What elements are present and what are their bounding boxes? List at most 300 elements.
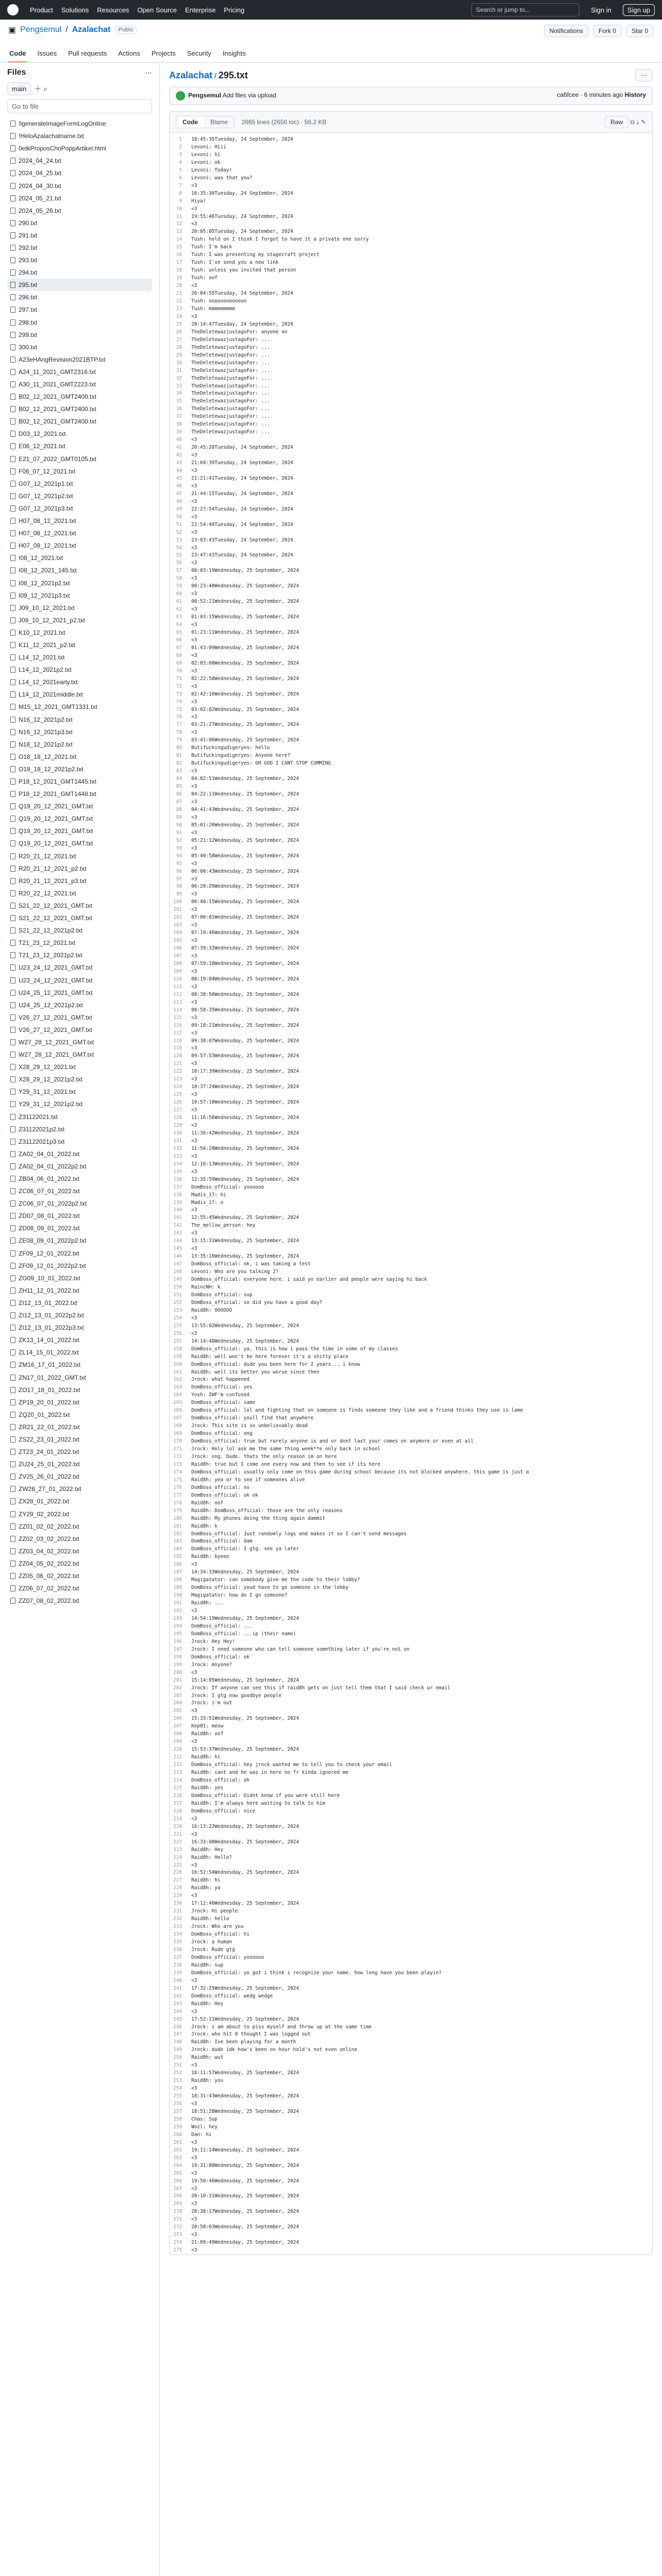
- line-number[interactable]: 217: [173, 1800, 182, 1806]
- line-number[interactable]: 152: [173, 1299, 182, 1306]
- line-number[interactable]: 70: [176, 668, 182, 674]
- line-number[interactable]: 218: [173, 1808, 182, 1814]
- line-number[interactable]: 174: [173, 1469, 182, 1475]
- file-item[interactable]: [7, 217, 152, 229]
- file-item[interactable]: [7, 1148, 152, 1160]
- file-item[interactable]: [7, 862, 152, 875]
- line-number[interactable]: 135: [173, 1168, 182, 1175]
- line-number[interactable]: 55: [176, 552, 182, 558]
- copy-icon[interactable]: ⧉: [630, 118, 635, 126]
- line-number[interactable]: 176: [173, 1484, 182, 1490]
- line-number[interactable]: 47: [176, 490, 182, 497]
- line-number[interactable]: 96: [176, 868, 182, 874]
- line-number[interactable]: 54: [176, 545, 182, 551]
- tab-actions[interactable]: Actions: [118, 49, 140, 57]
- line-number[interactable]: 27: [176, 336, 182, 343]
- blame-tab[interactable]: Blame: [204, 116, 234, 128]
- line-number[interactable]: 207: [173, 1723, 182, 1730]
- line-number[interactable]: 241: [173, 1985, 182, 1991]
- line-number[interactable]: 194: [173, 1623, 182, 1629]
- line-number[interactable]: 151: [173, 1292, 182, 1298]
- line-number[interactable]: 147: [173, 1261, 182, 1267]
- file-item[interactable]: [7, 316, 152, 329]
- line-number[interactable]: 19: [176, 275, 182, 281]
- line-number[interactable]: 179: [173, 1507, 182, 1514]
- line-number[interactable]: 191: [173, 1600, 182, 1606]
- author-avatar[interactable]: [176, 91, 185, 100]
- line-number[interactable]: 90: [176, 822, 182, 828]
- line-number[interactable]: 21: [176, 291, 182, 297]
- line-number[interactable]: 137: [173, 1184, 182, 1190]
- line-number[interactable]: 52: [176, 529, 182, 535]
- line-number[interactable]: 99: [176, 891, 182, 897]
- file-item[interactable]: [7, 763, 152, 775]
- file-item[interactable]: [7, 688, 152, 701]
- line-number[interactable]: 182: [173, 1531, 182, 1537]
- line-number[interactable]: 78: [176, 730, 182, 736]
- line-number[interactable]: 150: [173, 1284, 182, 1291]
- line-number[interactable]: 58: [176, 575, 182, 582]
- line-number[interactable]: 59: [176, 583, 182, 589]
- line-number[interactable]: 215: [173, 1785, 182, 1791]
- line-number[interactable]: 255: [173, 2093, 182, 2099]
- file-item[interactable]: [7, 242, 152, 254]
- file-item[interactable]: [7, 1247, 152, 1260]
- line-number[interactable]: 221: [173, 1831, 182, 1837]
- file-item[interactable]: [7, 130, 152, 142]
- line-number[interactable]: 274: [173, 2240, 182, 2246]
- line-number[interactable]: 53: [176, 537, 182, 543]
- line-number[interactable]: 259: [173, 2124, 182, 2130]
- line-number[interactable]: 111: [173, 984, 182, 990]
- line-number[interactable]: 14: [176, 236, 182, 243]
- line-number[interactable]: 200: [173, 1669, 182, 1675]
- file-item[interactable]: [7, 614, 152, 626]
- line-number[interactable]: 216: [173, 1792, 182, 1799]
- file-item[interactable]: [7, 117, 152, 130]
- line-number[interactable]: 109: [173, 968, 182, 974]
- nav-4[interactable]: Enterprise: [185, 6, 216, 14]
- file-item[interactable]: [7, 812, 152, 825]
- line-number[interactable]: 153: [173, 1307, 182, 1313]
- file-item[interactable]: [7, 1234, 152, 1247]
- line-number[interactable]: 187: [173, 1569, 182, 1575]
- line-number[interactable]: 204: [173, 1700, 182, 1706]
- line-number[interactable]: 25: [176, 321, 182, 327]
- line-number[interactable]: 242: [173, 1993, 182, 1999]
- file-item[interactable]: [7, 478, 152, 490]
- line-number[interactable]: 79: [176, 737, 182, 743]
- line-number[interactable]: 24: [176, 313, 182, 319]
- line-number[interactable]: 157: [173, 1338, 182, 1344]
- line-number[interactable]: 231: [173, 1908, 182, 1914]
- line-number[interactable]: 264: [173, 2162, 182, 2168]
- file-item[interactable]: [7, 1086, 152, 1098]
- line-number[interactable]: 149: [173, 1277, 182, 1283]
- line-number[interactable]: 73: [176, 691, 182, 697]
- line-number[interactable]: 120: [173, 1053, 182, 1059]
- line-number[interactable]: 3: [179, 151, 182, 158]
- file-item[interactable]: [7, 1334, 152, 1346]
- notifications-button[interactable]: Notifications: [544, 25, 589, 37]
- line-number[interactable]: 164: [173, 1392, 182, 1398]
- line-number[interactable]: 63: [176, 614, 182, 620]
- line-number[interactable]: 246: [173, 2024, 182, 2030]
- line-number[interactable]: 134: [173, 1161, 182, 1167]
- line-number[interactable]: 51: [176, 521, 182, 528]
- file-item[interactable]: [7, 577, 152, 589]
- line-number[interactable]: 145: [173, 1246, 182, 1252]
- line-number[interactable]: 110: [173, 976, 182, 982]
- line-number[interactable]: 44: [176, 467, 182, 473]
- line-number[interactable]: 5: [179, 167, 182, 173]
- line-number[interactable]: 247: [173, 2031, 182, 2038]
- file-item[interactable]: [7, 1384, 152, 1396]
- line-number[interactable]: 18: [176, 267, 182, 274]
- line-number[interactable]: 189: [173, 1585, 182, 1591]
- line-number[interactable]: 56: [176, 560, 182, 566]
- file-item[interactable]: [7, 415, 152, 428]
- file-item[interactable]: [7, 1421, 152, 1433]
- line-number[interactable]: 39: [176, 429, 182, 435]
- line-number[interactable]: 103: [173, 922, 182, 928]
- line-number[interactable]: 28: [176, 344, 182, 350]
- commit-author[interactable]: Pengsemul: [188, 92, 222, 99]
- line-number[interactable]: 31: [176, 367, 182, 374]
- line-number[interactable]: 275: [173, 2247, 182, 2253]
- line-number[interactable]: 235: [173, 1939, 182, 1945]
- line-number[interactable]: 237: [173, 1954, 182, 1960]
- file-item[interactable]: [7, 1173, 152, 1185]
- file-item[interactable]: [7, 651, 152, 664]
- line-number[interactable]: 238: [173, 1962, 182, 1968]
- line-number[interactable]: 81: [176, 753, 182, 759]
- file-item[interactable]: [7, 664, 152, 676]
- line-number[interactable]: 37: [176, 414, 182, 420]
- line-number[interactable]: 214: [173, 1777, 182, 1784]
- line-number[interactable]: 232: [173, 1916, 182, 1922]
- line-number[interactable]: 77: [176, 722, 182, 728]
- file-item[interactable]: [7, 999, 152, 1011]
- line-number[interactable]: 62: [176, 606, 182, 613]
- code-tab[interactable]: Code: [176, 116, 204, 128]
- line-number[interactable]: 93: [176, 845, 182, 851]
- line-number[interactable]: 61: [176, 599, 182, 605]
- nav-5[interactable]: Pricing: [224, 6, 245, 14]
- line-number[interactable]: 175: [173, 1477, 182, 1483]
- line-number[interactable]: 42: [176, 452, 182, 459]
- tab-code[interactable]: Code: [8, 45, 27, 62]
- line-number[interactable]: 119: [173, 1045, 182, 1052]
- file-item[interactable]: [7, 539, 152, 552]
- file-item[interactable]: [7, 1272, 152, 1284]
- line-number[interactable]: 260: [173, 2131, 182, 2138]
- line-number[interactable]: 35: [176, 398, 182, 404]
- file-item[interactable]: [7, 639, 152, 651]
- line-number[interactable]: 23: [176, 306, 182, 312]
- file-item[interactable]: [7, 800, 152, 812]
- line-number[interactable]: 195: [173, 1631, 182, 1637]
- line-number[interactable]: 9: [179, 198, 182, 204]
- star-button[interactable]: Star 0: [626, 25, 654, 37]
- repo-owner-link[interactable]: Pengsemul: [20, 25, 62, 34]
- fork-button[interactable]: Fork 0: [593, 25, 622, 37]
- file-item[interactable]: [7, 142, 152, 155]
- line-number[interactable]: 266: [173, 2178, 182, 2184]
- line-number[interactable]: 225: [173, 1862, 182, 1868]
- line-number[interactable]: 107: [173, 953, 182, 959]
- line-number[interactable]: 6: [179, 175, 182, 181]
- line-number[interactable]: 92: [176, 837, 182, 843]
- file-item[interactable]: [7, 490, 152, 502]
- line-number[interactable]: 190: [173, 1592, 182, 1599]
- commit-message[interactable]: Add files via upload: [222, 92, 276, 99]
- line-number[interactable]: 130: [173, 1130, 182, 1136]
- file-item[interactable]: [7, 949, 152, 961]
- line-number[interactable]: 208: [173, 1731, 182, 1737]
- line-number[interactable]: 192: [173, 1608, 182, 1614]
- file-item[interactable]: [7, 788, 152, 800]
- file-item[interactable]: [7, 1136, 152, 1148]
- line-number[interactable]: 213: [173, 1770, 182, 1776]
- tab-insights[interactable]: Insights: [222, 49, 246, 57]
- file-item[interactable]: [7, 1185, 152, 1197]
- line-number[interactable]: 121: [173, 1061, 182, 1067]
- file-item[interactable]: [7, 329, 152, 341]
- line-number[interactable]: 94: [176, 853, 182, 859]
- line-number[interactable]: 243: [173, 2001, 182, 2007]
- line-number[interactable]: 219: [173, 1816, 182, 1822]
- line-number[interactable]: 262: [173, 2147, 182, 2153]
- line-number[interactable]: 141: [173, 1215, 182, 1221]
- line-number[interactable]: 98: [176, 884, 182, 890]
- repo-breadcrumb-link[interactable]: Azalachat: [169, 70, 213, 80]
- line-number[interactable]: 113: [173, 999, 182, 1005]
- file-item[interactable]: [7, 229, 152, 242]
- line-number[interactable]: 82: [176, 760, 182, 767]
- line-number[interactable]: 148: [173, 1269, 182, 1275]
- line-number[interactable]: 169: [173, 1431, 182, 1437]
- file-item[interactable]: [7, 1111, 152, 1123]
- line-number[interactable]: 26: [176, 329, 182, 335]
- line-number[interactable]: 212: [173, 1762, 182, 1768]
- line-number[interactable]: 13: [176, 229, 182, 235]
- line-number[interactable]: 1: [179, 137, 182, 142]
- line-number[interactable]: 34: [176, 391, 182, 397]
- search-files-icon[interactable]: ⌕: [43, 84, 47, 93]
- line-number[interactable]: 115: [173, 1014, 182, 1021]
- line-number[interactable]: 74: [176, 699, 182, 705]
- file-item[interactable]: [7, 1048, 152, 1061]
- file-item[interactable]: [7, 465, 152, 478]
- more-options-button[interactable]: ⋯: [635, 69, 653, 81]
- file-item[interactable]: [7, 1520, 152, 1533]
- line-number[interactable]: 50: [176, 514, 182, 520]
- line-number[interactable]: 234: [173, 1931, 182, 1938]
- line-number[interactable]: 199: [173, 1662, 182, 1668]
- file-item[interactable]: [7, 1222, 152, 1234]
- file-item[interactable]: [7, 775, 152, 788]
- line-number[interactable]: 273: [173, 2232, 182, 2238]
- file-item[interactable]: [7, 192, 152, 205]
- line-number[interactable]: 112: [173, 991, 182, 997]
- line-number[interactable]: 178: [173, 1500, 182, 1506]
- line-number[interactable]: 138: [173, 1192, 182, 1198]
- file-item[interactable]: [7, 726, 152, 738]
- line-number[interactable]: 240: [173, 1977, 182, 1984]
- line-number[interactable]: 127: [173, 1107, 182, 1113]
- view-mode-toggle[interactable]: [176, 116, 235, 128]
- file-item[interactable]: [7, 1260, 152, 1272]
- line-number[interactable]: 124: [173, 1084, 182, 1090]
- sign-up-button[interactable]: Sign up: [623, 4, 655, 16]
- line-number[interactable]: 129: [173, 1123, 182, 1128]
- search-input[interactable]: Search or jump to...: [471, 3, 580, 16]
- file-item[interactable]: [7, 378, 152, 391]
- line-number[interactable]: 36: [176, 406, 182, 412]
- line-number[interactable]: 87: [176, 799, 182, 805]
- file-item[interactable]: [7, 1346, 152, 1359]
- line-number[interactable]: 155: [173, 1323, 182, 1329]
- file-item[interactable]: [7, 974, 152, 986]
- line-number[interactable]: 186: [173, 1562, 182, 1568]
- file-item[interactable]: [7, 1570, 152, 1582]
- edit-icon[interactable]: ✎: [640, 118, 646, 126]
- line-number[interactable]: 224: [173, 1854, 182, 1860]
- file-item[interactable]: [7, 1557, 152, 1570]
- file-item[interactable]: [7, 1595, 152, 1607]
- line-number[interactable]: 188: [173, 1577, 182, 1583]
- file-item[interactable]: [7, 515, 152, 527]
- file-item[interactable]: [7, 701, 152, 713]
- file-item[interactable]: [7, 453, 152, 465]
- line-number[interactable]: 118: [173, 1038, 182, 1044]
- line-number[interactable]: 206: [173, 1716, 182, 1722]
- line-number[interactable]: 131: [173, 1138, 182, 1144]
- line-number[interactable]: 105: [173, 938, 182, 944]
- file-item[interactable]: [7, 155, 152, 167]
- line-number[interactable]: 16: [176, 252, 182, 258]
- line-number[interactable]: 270: [173, 2209, 182, 2215]
- line-number[interactable]: 184: [173, 1546, 182, 1552]
- line-number[interactable]: 66: [176, 637, 182, 643]
- file-item[interactable]: [7, 850, 152, 862]
- line-number[interactable]: 11: [176, 213, 182, 219]
- line-number[interactable]: 265: [173, 2170, 182, 2176]
- repo-name-link[interactable]: Azalachat: [72, 25, 111, 34]
- line-number[interactable]: 162: [173, 1377, 182, 1383]
- file-item[interactable]: [7, 676, 152, 688]
- line-number[interactable]: 201: [173, 1677, 182, 1683]
- file-item[interactable]: [7, 254, 152, 266]
- line-number[interactable]: 142: [173, 1223, 182, 1229]
- file-item[interactable]: [7, 1160, 152, 1173]
- file-item[interactable]: [7, 1321, 152, 1334]
- history-link[interactable]: History: [624, 91, 646, 98]
- file-item[interactable]: [7, 502, 152, 515]
- line-number[interactable]: 166: [173, 1408, 182, 1414]
- line-number[interactable]: 89: [176, 814, 182, 820]
- line-number[interactable]: 132: [173, 1145, 182, 1151]
- line-number[interactable]: 22: [176, 298, 182, 304]
- line-number[interactable]: 272: [173, 2224, 182, 2230]
- file-item[interactable]: [7, 291, 152, 303]
- line-number[interactable]: 143: [173, 1230, 182, 1236]
- line-number[interactable]: 252: [173, 2070, 182, 2076]
- file-item[interactable]: [7, 1458, 152, 1470]
- nav-0[interactable]: Product: [30, 6, 53, 14]
- line-number[interactable]: 269: [173, 2201, 182, 2207]
- line-number[interactable]: 68: [176, 652, 182, 658]
- file-item[interactable]: [7, 1284, 152, 1297]
- branch-selector[interactable]: main: [7, 82, 31, 95]
- line-number[interactable]: 40: [176, 437, 182, 443]
- file-item[interactable]: [7, 1470, 152, 1483]
- line-number[interactable]: 75: [176, 706, 182, 713]
- line-number[interactable]: 32: [176, 375, 182, 381]
- file-item[interactable]: [7, 1036, 152, 1048]
- line-number[interactable]: 85: [176, 784, 182, 790]
- file-item[interactable]: [7, 1297, 152, 1309]
- line-number[interactable]: 69: [176, 660, 182, 666]
- line-number[interactable]: 29: [176, 352, 182, 358]
- line-number[interactable]: 139: [173, 1199, 182, 1206]
- line-number[interactable]: 267: [173, 2185, 182, 2192]
- line-number[interactable]: 172: [173, 1453, 182, 1460]
- line-number[interactable]: 163: [173, 1384, 182, 1391]
- line-number[interactable]: 253: [173, 2078, 182, 2084]
- file-item[interactable]: [7, 912, 152, 924]
- line-number[interactable]: 250: [173, 2055, 182, 2061]
- file-item[interactable]: [7, 924, 152, 937]
- file-item[interactable]: [7, 589, 152, 602]
- line-number[interactable]: 48: [176, 498, 182, 504]
- line-number[interactable]: 227: [173, 1877, 182, 1884]
- file-item[interactable]: [7, 937, 152, 949]
- line-number[interactable]: 64: [176, 622, 182, 628]
- line-number[interactable]: 239: [173, 1970, 182, 1976]
- line-number[interactable]: 268: [173, 2193, 182, 2199]
- file-item[interactable]: [7, 626, 152, 639]
- file-item[interactable]: [7, 179, 152, 192]
- line-number[interactable]: 17: [176, 260, 182, 266]
- line-number[interactable]: 49: [176, 506, 182, 512]
- file-item[interactable]: [7, 428, 152, 440]
- line-number[interactable]: 256: [173, 2101, 182, 2107]
- go-to-file-input[interactable]: Go to file: [7, 99, 152, 113]
- nav-3[interactable]: Open Source: [137, 6, 177, 14]
- line-number[interactable]: 83: [176, 768, 182, 774]
- file-item[interactable]: [7, 837, 152, 850]
- file-item[interactable]: [7, 825, 152, 837]
- line-number[interactable]: 100: [173, 899, 182, 905]
- line-number[interactable]: 146: [173, 1253, 182, 1260]
- line-number[interactable]: 125: [173, 1092, 182, 1098]
- line-number[interactable]: 117: [173, 1030, 182, 1036]
- line-number[interactable]: 60: [176, 591, 182, 597]
- file-item[interactable]: [7, 1011, 152, 1024]
- line-number[interactable]: 128: [173, 1115, 182, 1121]
- collapse-icon[interactable]: ⋯: [145, 68, 152, 77]
- line-number[interactable]: 263: [173, 2155, 182, 2161]
- file-item[interactable]: [7, 1582, 152, 1595]
- line-number[interactable]: 136: [173, 1176, 182, 1182]
- file-item[interactable]: [7, 1371, 152, 1383]
- file-item[interactable]: [7, 341, 152, 353]
- line-number[interactable]: 154: [173, 1315, 182, 1321]
- line-number[interactable]: 2: [179, 144, 182, 150]
- file-item[interactable]: [7, 303, 152, 316]
